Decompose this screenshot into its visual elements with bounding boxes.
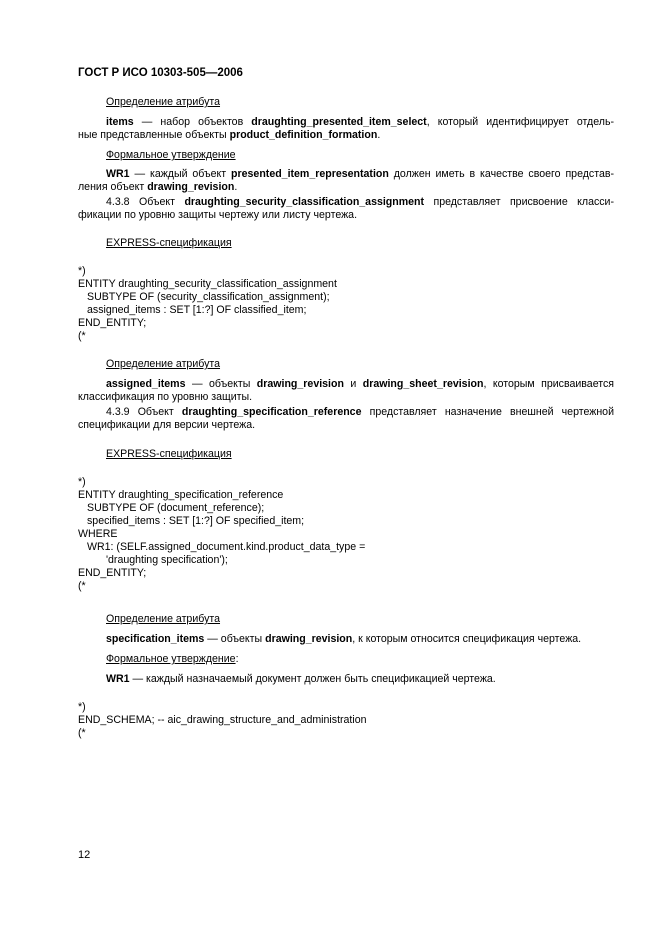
code-line: 'draughting specification'); [106,554,228,566]
code-line: assigned_items : SET [1:?] OF classified_item; [87,304,307,316]
clause-4-3-8-line: 4.3.8 Объект draughting_security_classification_assignment представляет присвоение класси- [106,196,614,208]
code-line: *) [78,476,86,488]
code-line: (* [78,580,86,592]
clause-4-3-9-line: спецификации для версии чертежа. [78,419,256,431]
paragraph-line: items — набор объектов draughting_presented_item_select, который идентифицирует отдель- [106,116,614,128]
code-line: END_SCHEMA; -- aic_drawing_structure_and_administration [78,714,367,726]
code-line: (* [78,330,86,342]
code-line: END_ENTITY; [78,317,147,329]
attribute-definition-heading: Определение атрибута [106,358,221,370]
paragraph-line: WR1 — каждый назначаемый документ должен быть спецификацией чертежа. [106,673,496,685]
clause-4-3-9-line: 4.3.9 Объект draughting_specification_reference представляет назначение внешней чертежной [106,406,614,418]
code-line: WR1: (SELF.assigned_document.kind.product_data_type = [87,541,366,553]
code-line: ENTITY draughting_specification_reference [78,489,284,501]
formal-proposition-heading: Формальное утверждение: [106,653,239,665]
page-header: ГОСТ Р ИСО 10303-505—2006 [78,67,243,79]
code-line: ENTITY draughting_security_classification_assignment [78,278,337,290]
code-line: END_ENTITY; [78,567,147,579]
code-line: *) [78,265,86,277]
express-specification-heading: EXPRESS-спецификация [106,448,232,460]
attribute-definition-heading: Определение атрибута [106,613,221,625]
code-line: SUBTYPE OF (security_classification_assignment); [87,291,330,303]
paragraph-line: классификация по уровню защиты. [78,391,253,403]
express-specification-heading: EXPRESS-спецификация [106,237,232,249]
paragraph-line: assigned_items — объекты drawing_revision и drawing_sheet_revision, которым присваивается [106,378,615,390]
clause-4-3-8-line: фикации по уровню защиты чертежу или листу чертежа. [78,209,358,221]
code-line: specified_items : SET [1:?] OF specified_item; [87,515,305,527]
paragraph-line: WR1 — каждый объект presented_item_representation должен иметь в качестве своего представ- [106,168,614,180]
page-number: 12 [78,849,91,861]
formal-proposition-heading: Формальное утверждение [106,149,236,161]
code-line: *) [78,701,86,713]
paragraph-line: ные представленные объекты product_definition_formation. [78,129,381,141]
paragraph-line: ления объект drawing_revision. [78,181,238,193]
code-line: WHERE [78,528,118,540]
attribute-definition-heading: Определение атрибута [106,96,221,108]
code-line: (* [78,727,86,739]
code-line: SUBTYPE OF (document_reference); [87,502,265,514]
paragraph-line: specification_items — объекты drawing_revision, к которым относится спецификация чертежа. [106,633,582,645]
